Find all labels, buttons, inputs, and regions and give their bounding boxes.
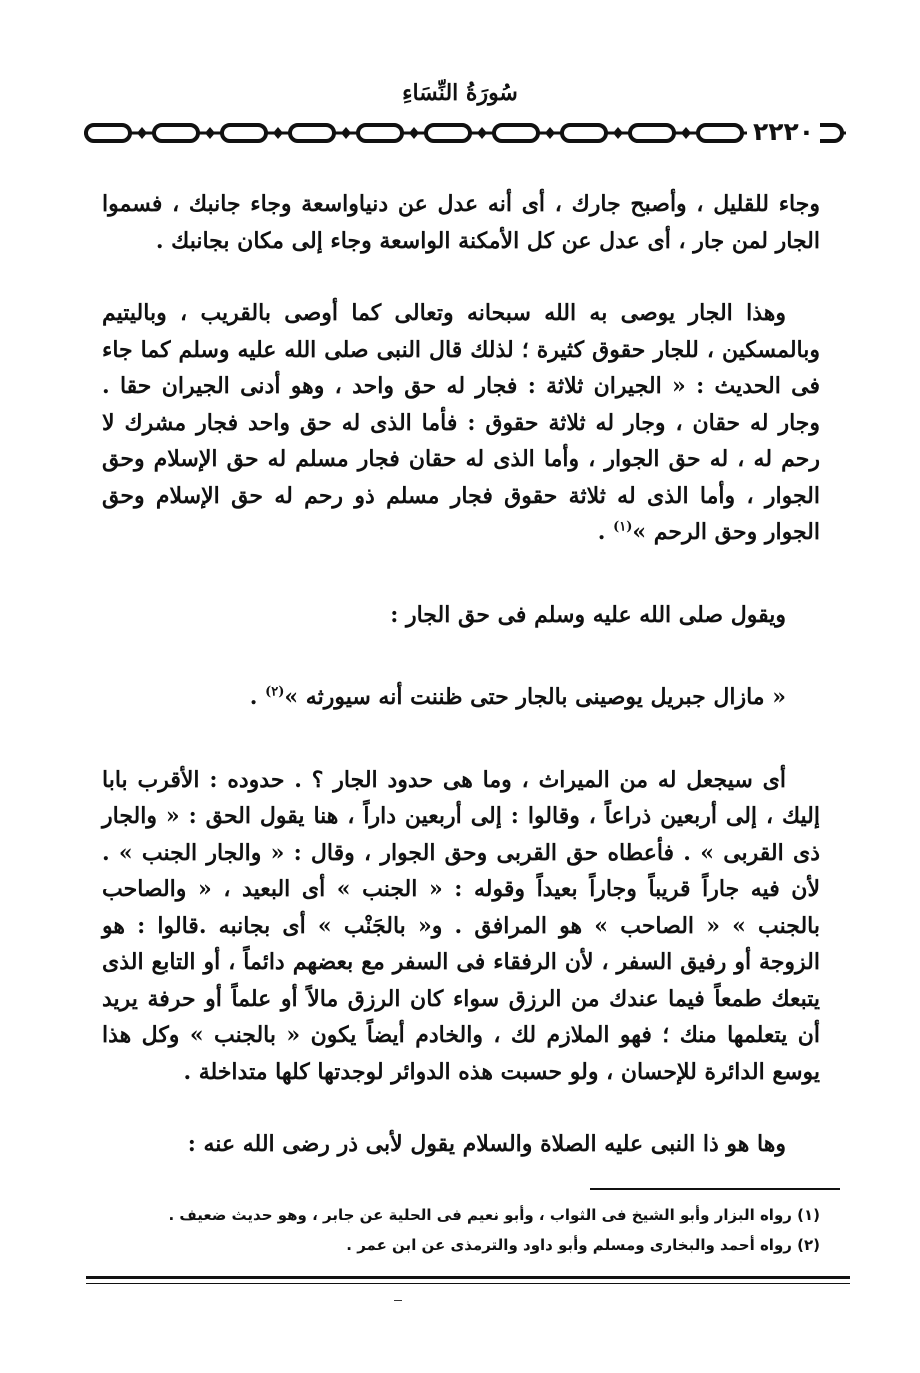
paragraph-2-text: وهذا الجار يوصى به الله سبحانه وتعالى كما أوصى بالقريب ، وباليتيم وبالمسكين ، للجار حقوق كثيرة ؛ لذلك قال النبى صلى الله عليه وسلم كما جاء فى الحديث : « الجيران ثلاثة : فجار له حق واحد ، وهو أدنى الجيران حقا . وجار له حقان ، وجار له ثلاثة حقوق : فأما الذى له حق واحد فجار مشرك لا رحم له ، له حق الجوار ، وأما الذى له حقان فجار مسلم له حق الإسلام وحق الجوار ، وأما الذى له ثلاثة حقوق فجار مسلم ذو رحم له حق الإسلام وحق الجوار وحق الرحم » xyxy=(102,300,820,545)
footnote-1: (١) رواه البزار وأبو الشيخ فى الثواب ، وأبو نعيم فى الحلية عن جابر ، وهو حديث ضعيف . xyxy=(168,1206,820,1224)
paragraph-2-end: . xyxy=(597,519,614,545)
paragraph-5: أى سيجعل له من الميراث ، وما هى حدود الجار ؟ . حدوده : الأقرب بابا إليك ، إلى أربعين ذراعاً ، وقالوا : إلى أربعين داراً ، هنا يقول الحق : « والجار ذى القربى » . فأعطاه حق القربى وحق الجوار ، وقال : « والجار الجنب » . لأن فيه جاراً قريباً وجاراً بعيداً وقوله : « الجنب » أى البعيد ، « والصاحب بالجنب » « الصاحب » هو المرافق . و« بالجَنْب » أى بجانبه .قالوا : هو الزوجة أو رفيق السفر ، لأن الرفقاء فى السفر مع بعضهم دائماً ، أو التابع الذى يتبعك طمعاً فيما عندك من الرزق سواء كان الرزق مالاً أو علماً أو حرفة يريد أن يتعلمها منك ؛ فهو الملازم لك ، والخادم أيضاً يكون « بالجنب » وكل هذا يوسع الدائرة للإحسان ، ولو حسبت هذه الدوائر لوجدتها كلها متداخلة . xyxy=(102,766,820,1085)
paragraph-1: وجاء للقليل ، وأصبح جارك ، أى أنه عدل عن دنياواسعة وجاء جانبك ، فسموا الجار لمن جار ، أى عدل عن كل الأمكنة الواسعة وجاء إلى مكان بجانبك . xyxy=(102,191,820,254)
paragraph-3: ويقول صلى الله عليه وسلم فى حق الجار : xyxy=(390,601,786,628)
page-number: ٢٢٢٠ xyxy=(747,118,820,146)
footnote-divider xyxy=(590,1188,840,1190)
bottom-mark xyxy=(394,1300,402,1301)
footnotes xyxy=(100,1200,820,1260)
bottom-rule-thin xyxy=(86,1283,850,1284)
footnote-2: (٢) رواه أحمد والبخارى ومسلم وأبو داود والترمذى عن ابن عمر . xyxy=(346,1236,820,1254)
header-ornament-border xyxy=(80,118,850,148)
bottom-rule xyxy=(86,1276,850,1279)
footnote-ref-1: (١) xyxy=(613,519,633,535)
hadith-quote-end: . xyxy=(249,684,266,710)
main-text xyxy=(102,186,820,1163)
hadith-quote xyxy=(102,679,820,716)
hadith-quote-text: « مازال جبريل يوصينى بالجار حتى ظننت أنه سيورثه » xyxy=(284,684,786,710)
footnote-ref-2: (٢) xyxy=(265,684,285,700)
paragraph-2 xyxy=(102,295,820,551)
surah-title: سُورَةُ النِّسَاءِ xyxy=(402,80,518,106)
paragraph-6: وها هو ذا النبى عليه الصلاة والسلام يقول لأبى ذر رضى الله عنه : xyxy=(187,1131,786,1157)
